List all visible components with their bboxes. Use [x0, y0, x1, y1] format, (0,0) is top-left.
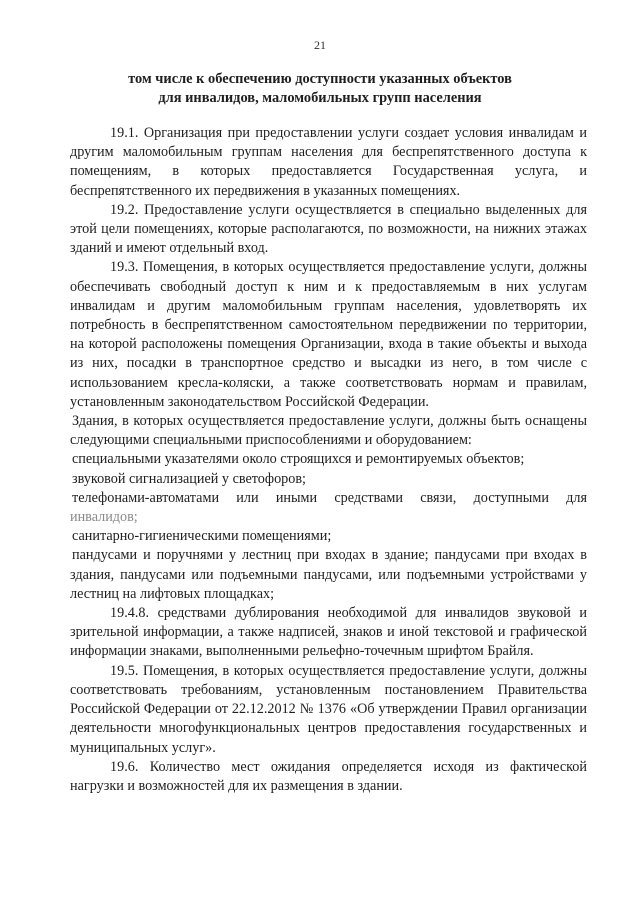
heading-line-2: для инвалидов, маломобильных групп населения — [158, 89, 482, 106]
paragraph-buildings: Здания, в которых осуществляется предоставление услуги, должны быть оснащены следующими специальными приспособлениями и оборудованием: — [70, 413, 587, 449]
paragraph-19-3: 19.3. Помещения, в которых осуществляется предоставление услуги, должны обеспечивать свободный доступ к ним и к предоставляемым в них услугам инвалидам и другим маломобильным группам населения, удовлетворять их потребность в беспрепятственном самостоятельном передвижении по территории, на которой расположены помещения Организации, входа в такие объекты и выхода из них, посадки в транспортное средство и высадки из него, в том числе с использованием кресла-коляски, а также соответствовать нормам и правилам, установленным законодательством Российской Федерации. — [70, 259, 587, 410]
page-number: 21 — [314, 38, 326, 52]
list-item-sound-signals: звуковой сигнализацией у светофоров; — [72, 470, 307, 487]
section-heading — [60, 70, 580, 107]
heading-line-1: том числе к обеспечению доступности указанных объектов — [128, 71, 512, 87]
list-item-signs: специальными указателями около строящихся и ремонтируемых объектов; — [72, 451, 525, 468]
paragraph-19-4-8: 19.4.8. средствами дублирования необходимой для инвалидов звуковой и зрительной информации, а также надписей, знаков и иной текстовой и графической информации знаками, выполненными рельефно-точечным шрифтом Брайля. — [70, 605, 587, 660]
paragraph-19-6: 19.6. Количество мест ожидания определяется исходя из фактической нагрузки и возможностей для их размещения в здании. — [70, 758, 587, 794]
list-item-ramps: пандусами и поручнями у лестниц при входах в здание; пандусами при входах в здания, пандусами или подъемными пандусами, или подъемными устройствами у лестниц на лифтовых площадках; — [70, 547, 587, 602]
list-item-phones-continued: инвалидов; — [70, 509, 138, 526]
list-item-phones: телефонами-автоматами или иными средствами связи, доступными для — [72, 489, 587, 506]
paragraph-19-5: 19.5. Помещения, в которых осуществляется предоставление услуги, должны соответствовать требованиям, установленным постановлением Правительства Российской Федерации от 22.12.2012 № 1376 «Об утверждении Правил организации деятельности многофункциональных центров предоставления государственных и муниципальных услуг». — [70, 662, 587, 756]
paragraph-19-2: 19.2. Предоставление услуги осуществляется в специально выделенных для этой цели помещениях, которые располагаются, по возможности, на нижних этажах зданий и имеют отдельный вход. — [70, 201, 587, 257]
list-item-sanitary-rooms: санитарно-гигиеническими помещениями; — [72, 528, 332, 545]
document-body — [70, 124, 587, 796]
paragraph-19-1: 19.1. Организация при предоставлении услуги создает условия инвалидам и другим маломобильным группам населения для беспрепятственного доступа к помещениям, в которых предоставляется Государственная услуга, и беспрепятственного их передвижения в указанных помещениях. — [70, 125, 587, 199]
